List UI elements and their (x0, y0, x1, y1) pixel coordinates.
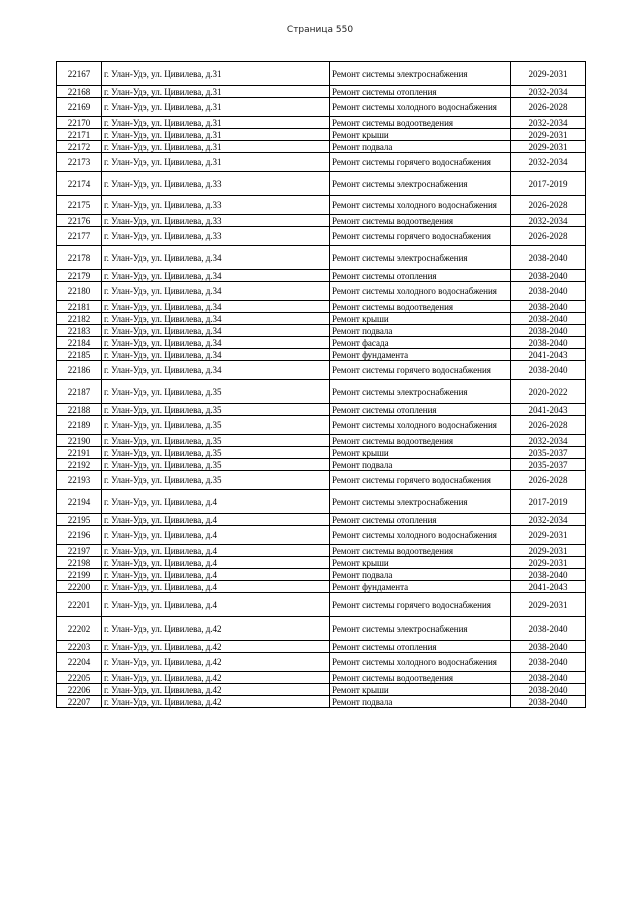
work-type-cell: Ремонт крыши (330, 313, 511, 325)
period-cell: 2017-2019 (511, 490, 586, 514)
table-row (57, 380, 586, 404)
table-row (57, 361, 586, 380)
address-cell: г. Улан-Удэ, ул. Цивилева, д.35 (102, 471, 330, 490)
address-cell: г. Улан-Удэ, ул. Цивилева, д.31 (102, 141, 330, 153)
work-type-cell: Ремонт системы отопления (330, 404, 511, 416)
period-cell: 2020-2022 (511, 380, 586, 404)
work-type-cell: Ремонт системы отопления (330, 86, 511, 98)
table-row (57, 141, 586, 153)
period-cell: 2038-2040 (511, 653, 586, 672)
work-type-cell: Ремонт системы водоотведения (330, 215, 511, 227)
row-number-cell: 22205 (57, 672, 102, 684)
work-type-cell: Ремонт системы водоотведения (330, 672, 511, 684)
address-cell: г. Улан-Удэ, ул. Цивилева, д.4 (102, 557, 330, 569)
row-number-cell: 22185 (57, 349, 102, 361)
row-number-cell: 22206 (57, 684, 102, 696)
address-cell: г. Улан-Удэ, ул. Цивилева, д.42 (102, 641, 330, 653)
work-type-cell: Ремонт системы электроснабжения (330, 246, 511, 270)
work-type-cell: Ремонт системы электроснабжения (330, 490, 511, 514)
address-cell: г. Улан-Удэ, ул. Цивилева, д.31 (102, 129, 330, 141)
address-cell: г. Улан-Удэ, ул. Цивилева, д.34 (102, 337, 330, 349)
period-cell: 2041-2043 (511, 349, 586, 361)
row-number-cell: 22169 (57, 98, 102, 117)
table-row (57, 526, 586, 545)
period-cell: 2035-2037 (511, 447, 586, 459)
row-number-cell: 22189 (57, 416, 102, 435)
work-type-cell: Ремонт крыши (330, 557, 511, 569)
address-cell: г. Улан-Удэ, ул. Цивилева, д.31 (102, 98, 330, 117)
table-row (57, 404, 586, 416)
table-row (57, 227, 586, 246)
period-cell: 2029-2031 (511, 593, 586, 617)
period-cell: 2032-2034 (511, 215, 586, 227)
address-cell: г. Улан-Удэ, ул. Цивилева, д.42 (102, 672, 330, 684)
period-cell: 2029-2031 (511, 129, 586, 141)
row-number-cell: 22202 (57, 617, 102, 641)
table-row (57, 196, 586, 215)
work-type-cell: Ремонт фасада (330, 337, 511, 349)
address-cell: г. Улан-Удэ, ул. Цивилева, д.4 (102, 569, 330, 581)
work-type-cell: Ремонт системы холодного водоснабжения (330, 196, 511, 215)
work-type-cell: Ремонт системы водоотведения (330, 435, 511, 447)
period-cell: 2038-2040 (511, 313, 586, 325)
row-number-cell: 22194 (57, 490, 102, 514)
table-row (57, 641, 586, 653)
table-row (57, 557, 586, 569)
row-number-cell: 22172 (57, 141, 102, 153)
period-cell: 2032-2034 (511, 435, 586, 447)
period-cell: 2029-2031 (511, 545, 586, 557)
address-cell: г. Улан-Удэ, ул. Цивилева, д.35 (102, 447, 330, 459)
row-number-cell: 22182 (57, 313, 102, 325)
table-row (57, 153, 586, 172)
period-cell: 2041-2043 (511, 404, 586, 416)
row-number-cell: 22183 (57, 325, 102, 337)
row-number-cell: 22173 (57, 153, 102, 172)
address-cell: г. Улан-Удэ, ул. Цивилева, д.31 (102, 117, 330, 129)
table-row (57, 545, 586, 557)
row-number-cell: 22180 (57, 282, 102, 301)
period-cell: 2038-2040 (511, 569, 586, 581)
page-header: Страница 550 (286, 25, 354, 35)
work-type-cell: Ремонт системы холодного водоснабжения (330, 98, 511, 117)
row-number-cell: 22181 (57, 301, 102, 313)
address-cell: г. Улан-Удэ, ул. Цивилева, д.34 (102, 349, 330, 361)
table-row (57, 62, 586, 86)
table-row (57, 593, 586, 617)
work-type-cell: Ремонт системы электроснабжения (330, 62, 511, 86)
address-cell: г. Улан-Удэ, ул. Цивилева, д.33 (102, 196, 330, 215)
table-row (57, 337, 586, 349)
period-cell: 2026-2028 (511, 98, 586, 117)
row-number-cell: 22170 (57, 117, 102, 129)
period-cell: 2032-2034 (511, 117, 586, 129)
work-type-cell: Ремонт подвала (330, 325, 511, 337)
work-type-cell: Ремонт системы водоотведения (330, 545, 511, 557)
work-type-cell: Ремонт крыши (330, 447, 511, 459)
period-cell: 2032-2034 (511, 153, 586, 172)
address-cell: г. Улан-Удэ, ул. Цивилева, д.4 (102, 490, 330, 514)
row-number-cell: 22193 (57, 471, 102, 490)
work-type-cell: Ремонт системы электроснабжения (330, 172, 511, 196)
work-type-cell: Ремонт системы горячего водоснабжения (330, 153, 511, 172)
row-number-cell: 22203 (57, 641, 102, 653)
period-cell: 2038-2040 (511, 617, 586, 641)
address-cell: г. Улан-Удэ, ул. Цивилева, д.35 (102, 380, 330, 404)
row-number-cell: 22192 (57, 459, 102, 471)
period-cell: 2041-2043 (511, 581, 586, 593)
work-type-cell: Ремонт системы горячего водоснабжения (330, 227, 511, 246)
address-cell: г. Улан-Удэ, ул. Цивилева, д.34 (102, 325, 330, 337)
row-number-cell: 22177 (57, 227, 102, 246)
period-cell: 2032-2034 (511, 514, 586, 526)
address-cell: г. Улан-Удэ, ул. Цивилева, д.4 (102, 581, 330, 593)
work-type-cell: Ремонт фундамента (330, 581, 511, 593)
period-cell: 2029-2031 (511, 62, 586, 86)
table-row (57, 282, 586, 301)
table-row (57, 435, 586, 447)
row-number-cell: 22178 (57, 246, 102, 270)
row-number-cell: 22171 (57, 129, 102, 141)
row-number-cell: 22176 (57, 215, 102, 227)
row-number-cell: 22167 (57, 62, 102, 86)
table-row (57, 459, 586, 471)
address-cell: г. Улан-Удэ, ул. Цивилева, д.35 (102, 459, 330, 471)
work-type-cell: Ремонт системы отопления (330, 641, 511, 653)
row-number-cell: 22201 (57, 593, 102, 617)
address-cell: г. Улан-Удэ, ул. Цивилева, д.34 (102, 361, 330, 380)
period-cell: 2029-2031 (511, 141, 586, 153)
address-cell: г. Улан-Удэ, ул. Цивилева, д.34 (102, 246, 330, 270)
period-cell: 2038-2040 (511, 672, 586, 684)
period-cell: 2026-2028 (511, 227, 586, 246)
work-type-cell: Ремонт системы отопления (330, 514, 511, 526)
table-row (57, 301, 586, 313)
row-number-cell: 22204 (57, 653, 102, 672)
period-cell: 2038-2040 (511, 246, 586, 270)
work-type-cell: Ремонт системы водоотведения (330, 301, 511, 313)
period-cell: 2038-2040 (511, 361, 586, 380)
period-cell: 2038-2040 (511, 325, 586, 337)
address-cell: г. Улан-Удэ, ул. Цивилева, д.35 (102, 435, 330, 447)
work-type-cell: Ремонт фундамента (330, 349, 511, 361)
table-row (57, 325, 586, 337)
address-cell: г. Улан-Удэ, ул. Цивилева, д.31 (102, 153, 330, 172)
table-row (57, 581, 586, 593)
table-row (57, 129, 586, 141)
table-row (57, 349, 586, 361)
row-number-cell: 22197 (57, 545, 102, 557)
table-row (57, 514, 586, 526)
table-row (57, 172, 586, 196)
address-cell: г. Улан-Удэ, ул. Цивилева, д.4 (102, 514, 330, 526)
address-cell: г. Улан-Удэ, ул. Цивилева, д.4 (102, 545, 330, 557)
table-row (57, 490, 586, 514)
table-row (57, 447, 586, 459)
address-cell: г. Улан-Удэ, ул. Цивилева, д.34 (102, 282, 330, 301)
address-cell: г. Улан-Удэ, ул. Цивилева, д.33 (102, 172, 330, 196)
address-cell: г. Улан-Удэ, ул. Цивилева, д.35 (102, 404, 330, 416)
work-type-cell: Ремонт подвала (330, 141, 511, 153)
address-cell: г. Улан-Удэ, ул. Цивилева, д.42 (102, 653, 330, 672)
repair-schedule-table (56, 61, 586, 708)
row-number-cell: 22196 (57, 526, 102, 545)
row-number-cell: 22187 (57, 380, 102, 404)
address-cell: г. Улан-Удэ, ул. Цивилева, д.4 (102, 526, 330, 545)
address-cell: г. Улан-Удэ, ул. Цивилева, д.34 (102, 313, 330, 325)
table-row (57, 696, 586, 708)
table-row (57, 684, 586, 696)
period-cell: 2032-2034 (511, 86, 586, 98)
work-type-cell: Ремонт крыши (330, 684, 511, 696)
table-row (57, 672, 586, 684)
table-row (57, 569, 586, 581)
work-type-cell: Ремонт системы холодного водоснабжения (330, 526, 511, 545)
table-row (57, 215, 586, 227)
row-number-cell: 22186 (57, 361, 102, 380)
row-number-cell: 22174 (57, 172, 102, 196)
period-cell: 2038-2040 (511, 641, 586, 653)
address-cell: г. Улан-Удэ, ул. Цивилева, д.31 (102, 86, 330, 98)
address-cell: г. Улан-Удэ, ул. Цивилева, д.42 (102, 696, 330, 708)
row-number-cell: 22179 (57, 270, 102, 282)
work-type-cell: Ремонт системы водоотведения (330, 117, 511, 129)
table-row (57, 416, 586, 435)
row-number-cell: 22191 (57, 447, 102, 459)
period-cell: 2026-2028 (511, 471, 586, 490)
address-cell: г. Улан-Удэ, ул. Цивилева, д.33 (102, 215, 330, 227)
address-cell: г. Улан-Удэ, ул. Цивилева, д.34 (102, 270, 330, 282)
work-type-cell: Ремонт системы холодного водоснабжения (330, 653, 511, 672)
period-cell: 2017-2019 (511, 172, 586, 196)
period-cell: 2038-2040 (511, 684, 586, 696)
table-row (57, 117, 586, 129)
period-cell: 2038-2040 (511, 282, 586, 301)
period-cell: 2035-2037 (511, 459, 586, 471)
table-row (57, 270, 586, 282)
work-type-cell: Ремонт системы горячего водоснабжения (330, 361, 511, 380)
work-type-cell: Ремонт подвала (330, 569, 511, 581)
work-type-cell: Ремонт системы отопления (330, 270, 511, 282)
row-number-cell: 22175 (57, 196, 102, 215)
row-number-cell: 22188 (57, 404, 102, 416)
period-cell: 2038-2040 (511, 696, 586, 708)
row-number-cell: 22207 (57, 696, 102, 708)
table-row (57, 246, 586, 270)
address-cell: г. Улан-Удэ, ул. Цивилева, д.42 (102, 684, 330, 696)
row-number-cell: 22190 (57, 435, 102, 447)
table-row (57, 98, 586, 117)
address-cell: г. Улан-Удэ, ул. Цивилева, д.31 (102, 62, 330, 86)
address-cell: г. Улан-Удэ, ул. Цивилева, д.33 (102, 227, 330, 246)
table-row (57, 653, 586, 672)
work-type-cell: Ремонт подвала (330, 696, 511, 708)
work-type-cell: Ремонт подвала (330, 459, 511, 471)
row-number-cell: 22195 (57, 514, 102, 526)
row-number-cell: 22184 (57, 337, 102, 349)
work-type-cell: Ремонт системы горячего водоснабжения (330, 471, 511, 490)
period-cell: 2038-2040 (511, 270, 586, 282)
period-cell: 2026-2028 (511, 196, 586, 215)
row-number-cell: 22168 (57, 86, 102, 98)
table-row (57, 617, 586, 641)
work-type-cell: Ремонт системы электроснабжения (330, 617, 511, 641)
period-cell: 2029-2031 (511, 557, 586, 569)
table-row (57, 313, 586, 325)
period-cell: 2026-2028 (511, 416, 586, 435)
work-type-cell: Ремонт крыши (330, 129, 511, 141)
row-number-cell: 22200 (57, 581, 102, 593)
work-type-cell: Ремонт системы горячего водоснабжения (330, 593, 511, 617)
work-type-cell: Ремонт системы холодного водоснабжения (330, 282, 511, 301)
address-cell: г. Улан-Удэ, ул. Цивилева, д.35 (102, 416, 330, 435)
work-type-cell: Ремонт системы электроснабжения (330, 380, 511, 404)
address-cell: г. Улан-Удэ, ул. Цивилева, д.4 (102, 593, 330, 617)
row-number-cell: 22199 (57, 569, 102, 581)
row-number-cell: 22198 (57, 557, 102, 569)
period-cell: 2038-2040 (511, 337, 586, 349)
table-row (57, 471, 586, 490)
address-cell: г. Улан-Удэ, ул. Цивилева, д.34 (102, 301, 330, 313)
table-row (57, 86, 586, 98)
work-type-cell: Ремонт системы холодного водоснабжения (330, 416, 511, 435)
period-cell: 2038-2040 (511, 301, 586, 313)
table-body (57, 62, 586, 708)
period-cell: 2029-2031 (511, 526, 586, 545)
address-cell: г. Улан-Удэ, ул. Цивилева, д.42 (102, 617, 330, 641)
